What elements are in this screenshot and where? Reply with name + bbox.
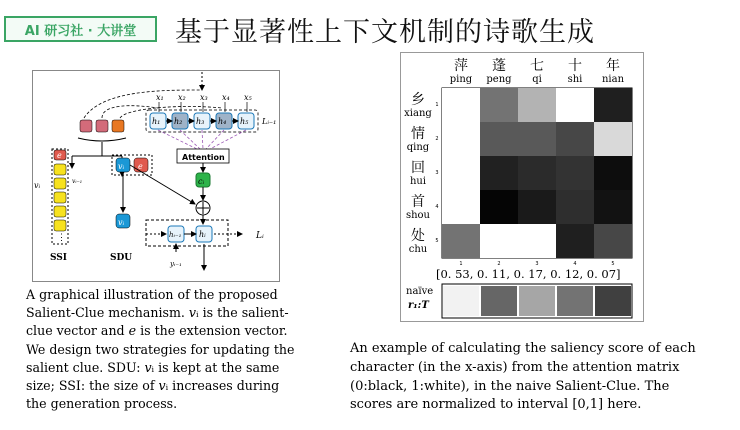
attention-cell bbox=[442, 190, 480, 224]
row-index: 3 bbox=[435, 170, 439, 176]
left-figure-caption bbox=[26, 286, 346, 413]
encoder-layer-label: Lᵢ₋₁ bbox=[262, 117, 277, 126]
sdu-v-label: vᵢ bbox=[118, 162, 125, 171]
attention-cell bbox=[556, 156, 594, 190]
row-pinyin: shou bbox=[405, 210, 431, 221]
h-unit-4: h₄ bbox=[218, 117, 227, 126]
attention-cell bbox=[518, 88, 556, 122]
right-caption-line: An example of calculating the saliency score of each bbox=[350, 341, 696, 356]
row-index: 2 bbox=[435, 136, 439, 142]
naive-label-1: naïve bbox=[406, 286, 434, 297]
column-index: 1 bbox=[459, 261, 463, 267]
attention-cell bbox=[518, 224, 556, 258]
left-caption-line: the generation process. bbox=[26, 396, 178, 412]
ssi-extension-label: e bbox=[57, 151, 62, 160]
row-char: 乡 bbox=[411, 92, 425, 108]
column-char: 萍 bbox=[454, 58, 468, 74]
attention-cell bbox=[556, 224, 594, 258]
decoder-prev-label: hᵢ₋₁ bbox=[169, 231, 182, 239]
column-char: 蓬 bbox=[492, 58, 506, 74]
attention-cell bbox=[442, 156, 480, 190]
right-caption-line: character (in the x-axis) from the attention matrix bbox=[350, 359, 680, 375]
attention-matrix-figure bbox=[400, 52, 644, 322]
attention-cell bbox=[442, 88, 480, 122]
h-unit-1: h₁ bbox=[152, 117, 161, 126]
ssi-vi-label: vᵢ bbox=[34, 181, 41, 190]
attention-cell bbox=[442, 122, 480, 156]
attention-cell bbox=[442, 224, 480, 258]
x-input-4: x₄ bbox=[222, 93, 230, 102]
x-input-2: x₂ bbox=[178, 93, 186, 102]
left-caption-line: salient clue. SDU: 𝑣ᵢ is kept at the same bbox=[26, 359, 280, 375]
attention-cell bbox=[594, 224, 632, 258]
attention-cell bbox=[594, 190, 632, 224]
naive-score-cell bbox=[519, 286, 555, 316]
context-vector-label: cᵢ bbox=[198, 177, 205, 186]
column-char: 七 bbox=[530, 58, 544, 74]
row-char: 首 bbox=[411, 194, 425, 210]
row-pinyin: chu bbox=[408, 244, 428, 255]
column-index: 2 bbox=[497, 261, 501, 267]
column-pinyin: nian bbox=[601, 74, 625, 85]
svg-text:⋮: ⋮ bbox=[57, 233, 66, 243]
page-title: 基于显著性上下文机制的诗歌生成 bbox=[175, 17, 595, 48]
column-index: 3 bbox=[535, 261, 539, 267]
h-unit-3: h₃ bbox=[196, 117, 205, 126]
column-pinyin: shi bbox=[567, 74, 583, 85]
column-index: 4 bbox=[573, 261, 577, 267]
attention-label: Attention bbox=[182, 153, 225, 162]
salient-clue-diagram bbox=[32, 70, 280, 282]
ssi-label: SSI bbox=[50, 253, 68, 263]
column-pinyin: peng bbox=[486, 74, 512, 85]
attention-cell bbox=[594, 122, 632, 156]
right-caption-line: scores are normalized to interval [0,1] here. bbox=[350, 397, 642, 413]
sdu-e-label: e bbox=[138, 162, 143, 171]
left-caption-line: Salient-Clue mechanism. 𝑣ᵢ is the salient- bbox=[26, 305, 289, 321]
attention-cell bbox=[518, 122, 556, 156]
x-input-3: x₃ bbox=[200, 93, 208, 102]
row-pinyin: xiang bbox=[404, 108, 432, 119]
sdu-label: SDU bbox=[110, 253, 133, 263]
naive-label-2: r₁:T bbox=[408, 300, 429, 311]
h-unit-2: h₂ bbox=[174, 117, 183, 126]
left-caption-line: A graphical illustration of the proposed bbox=[26, 287, 278, 302]
attention-cell bbox=[594, 156, 632, 190]
column-char: 年 bbox=[606, 58, 620, 74]
naive-score-cell bbox=[557, 286, 593, 316]
column-char: 十 bbox=[568, 58, 582, 74]
attention-cell bbox=[480, 224, 518, 258]
row-index: 4 bbox=[435, 204, 439, 210]
ssi-vi-prev-label: vᵢ₋₁ bbox=[72, 178, 83, 185]
attention-cell bbox=[480, 122, 518, 156]
naive-score-cell bbox=[595, 286, 631, 316]
attention-cell bbox=[556, 88, 594, 122]
attention-cell bbox=[594, 88, 632, 122]
attention-cell bbox=[480, 156, 518, 190]
decoder-curr-label: hᵢ bbox=[199, 230, 206, 239]
attention-cell bbox=[556, 122, 594, 156]
row-char: 处 bbox=[411, 228, 425, 244]
column-index: 5 bbox=[611, 261, 615, 267]
naive-score-cell bbox=[443, 286, 479, 316]
row-char: 情 bbox=[411, 126, 425, 142]
sdu-v-out-label: vᵢ bbox=[118, 218, 125, 227]
left-caption-line: clue vector and 𝑒 is the extension vector. bbox=[26, 323, 288, 339]
attention-cell bbox=[480, 88, 518, 122]
row-pinyin: hui bbox=[409, 176, 427, 187]
right-caption-line: (0:black, 1:white), in the naive Salient-Clue. The bbox=[350, 378, 670, 394]
decoder-layer-label: Lᵢ bbox=[256, 231, 264, 241]
saliency-scores: [0. 53, 0. 11, 0. 17, 0. 12, 0. 07] bbox=[436, 267, 621, 281]
attention-cell bbox=[518, 190, 556, 224]
row-index: 5 bbox=[435, 238, 439, 244]
row-index: 1 bbox=[435, 102, 439, 108]
row-char: 回 bbox=[411, 160, 425, 176]
column-pinyin: qi bbox=[532, 74, 542, 85]
h-unit-5: h₅ bbox=[240, 117, 249, 126]
brand-logo: AI 研习社 · 大讲堂 bbox=[4, 16, 157, 42]
column-pinyin: ping bbox=[449, 74, 473, 85]
left-caption-line: size; SSI: the size of 𝑣ᵢ increases during bbox=[26, 378, 280, 394]
x-input-5: x₅ bbox=[244, 93, 252, 102]
attention-cell bbox=[556, 190, 594, 224]
right-figure-caption bbox=[350, 340, 735, 415]
naive-score-cell bbox=[481, 286, 517, 316]
x-input-1: x₁ bbox=[156, 93, 164, 102]
decoder-y-label: yᵢ₋₁ bbox=[170, 260, 182, 268]
left-caption-line: We design two strategies for updating the bbox=[26, 341, 295, 357]
attention-cell bbox=[518, 156, 556, 190]
attention-cell bbox=[480, 190, 518, 224]
row-pinyin: qing bbox=[406, 142, 430, 153]
